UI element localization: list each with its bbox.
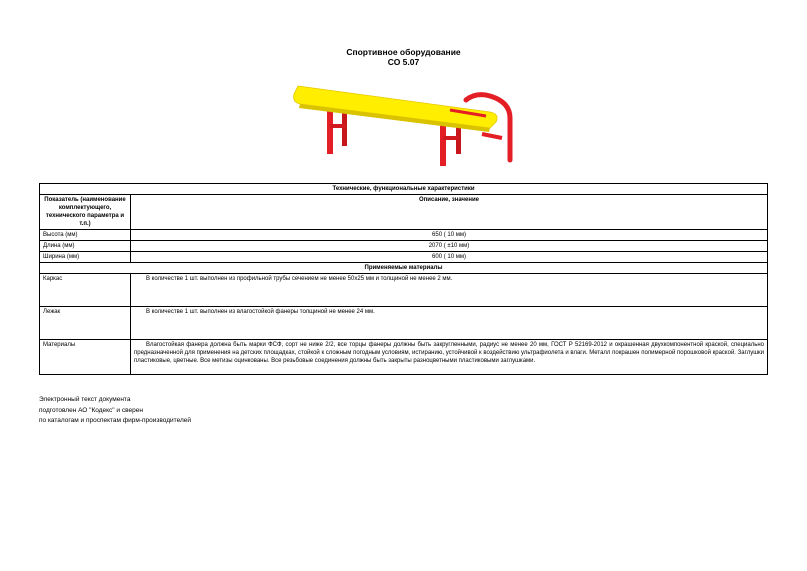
material-param: Лежак xyxy=(40,307,131,340)
table-row xyxy=(40,274,768,307)
frame-crossbar-right xyxy=(443,136,459,140)
footer-line-1: Электронный текст документа xyxy=(39,396,131,403)
section-title-materials: Применяемые материалы xyxy=(40,263,768,274)
row-value: 600 ( 10 мм) xyxy=(131,252,768,263)
document-title xyxy=(0,47,807,67)
material-desc: В количестве 1 шт. выполнен из влагостойкой фанеры толщиной не менее 24 мм. xyxy=(131,307,768,340)
material-param: Материалы xyxy=(40,340,131,375)
row-param: Высота (мм) xyxy=(40,230,131,241)
frame-crossbar-left xyxy=(330,124,346,128)
table-row xyxy=(40,241,768,252)
material-param: Каркас xyxy=(40,274,131,307)
bench-illustration xyxy=(290,74,520,179)
table-row xyxy=(40,230,768,241)
frame-leg-left-front xyxy=(327,110,333,154)
column-header-description: Описание, значение xyxy=(131,195,768,230)
row-value: 650 ( 10 мм) xyxy=(131,230,768,241)
frame-leg-right-front xyxy=(440,120,446,166)
section-title-characteristics: Технические, функциональные характеристики xyxy=(40,184,768,195)
bench-seat xyxy=(294,86,498,128)
row-param: Длина (мм) xyxy=(40,241,131,252)
table-row xyxy=(40,252,768,263)
material-desc: В количестве 1 шт. выполнен из профильной трубы сечением не менее 50х25 мм и толщиной не менее 2 мм. xyxy=(131,274,768,307)
document-footer xyxy=(39,395,191,427)
frame-handle-lower xyxy=(482,134,502,138)
footer-line-3: по каталогам и проспектам фирм-производителей xyxy=(39,417,192,424)
title-line-1: Спортивное оборудование xyxy=(346,47,461,57)
row-value: 2070 ( ±10 мм) xyxy=(131,241,768,252)
material-desc: Влагостойкая фанера должна быть марки ФСФ, сорт не ниже 2/2, все торцы фанеры должны быть закругленными, радиус не менее 20 мм, ГОСТ Р 52169-2012 и окрашенная двухкомпонентной краской, специально предназначенной для применения на детских площадках, стойкой к сложным погодным условиям, истиранию, устойчивой к воздействию ультрафиолета и влаги. Металл покрашен полимерной порошковой краской. Заглушки пластиковые, цветные. Все метизы оцинкованы. Все резьбовые соединения должны быть закрыты разноцветными пластиковыми заглушками. xyxy=(131,340,768,375)
column-header-parameter: Показатель (наименование комплектующего, технического параметра и т.п.) xyxy=(40,195,131,230)
table-row xyxy=(40,307,768,340)
table-row xyxy=(40,340,768,375)
title-line-2: СО 5.07 xyxy=(387,57,420,67)
row-param: Ширина (мм) xyxy=(40,252,131,263)
footer-line-2: подготовлен АО "Кодекс" и сверен xyxy=(39,406,143,414)
spec-table xyxy=(39,183,768,375)
